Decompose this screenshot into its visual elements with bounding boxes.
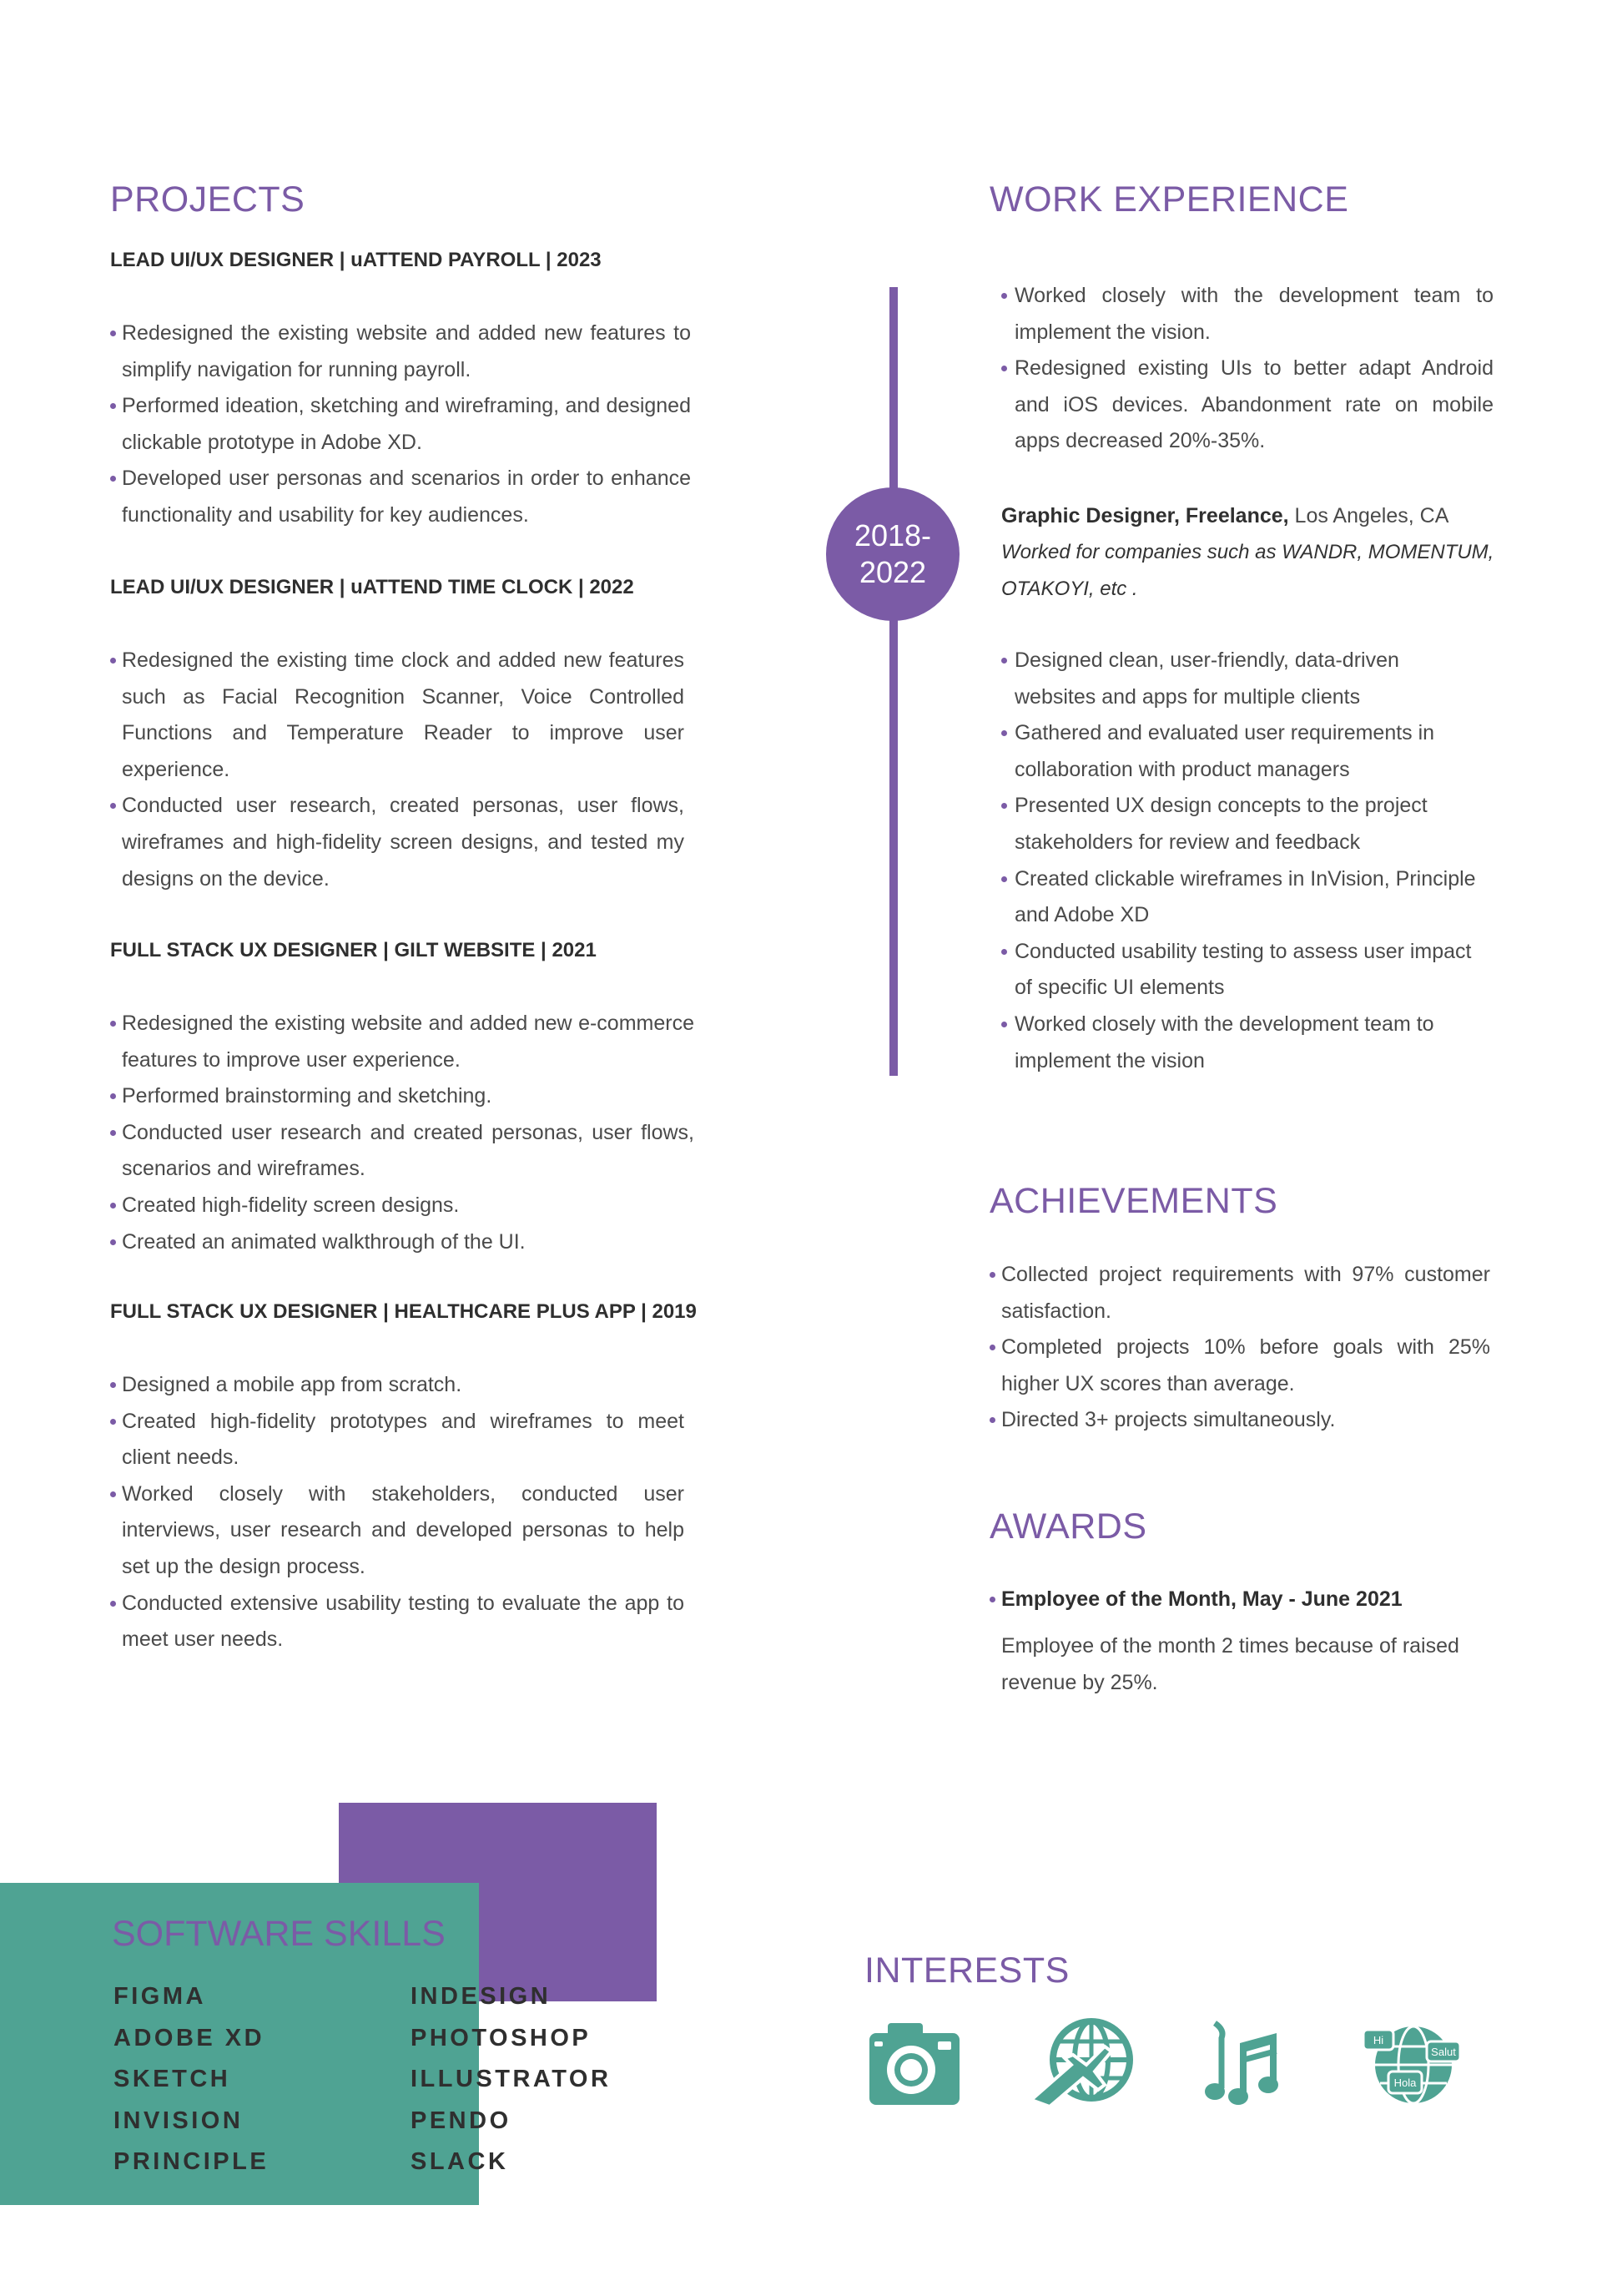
freelance-bullets — [1001, 643, 1485, 1079]
freelance-entry — [1001, 497, 1502, 608]
languages-globe-icon — [1362, 2018, 1462, 2110]
skills-column-right — [411, 1976, 611, 2183]
list-item: Redesigned the existing time clock and added new features such as Facial Recognition Scanner, Voice Controlled Functions and Temperature Reader to improve user experience. — [110, 643, 684, 788]
list-item: Conducted user research and created personas, user flows, scenarios and wireframes. — [110, 1115, 694, 1188]
project-bullets — [110, 643, 684, 897]
project-bullets — [110, 1006, 694, 1260]
skill-item: PRINCIPLE — [113, 2148, 270, 2175]
project-title: LEAD UI/UX DESIGNER | uATTEND PAYROLL | 2023 — [110, 249, 602, 271]
music-note-icon — [1196, 2018, 1297, 2110]
skill-item: FIGMA — [113, 1983, 206, 2010]
skill-item: ILLUSTRATOR — [411, 2066, 612, 2092]
award-description: Employee of the month 2 times because of raised revenue by 25%. — [1001, 1634, 1459, 1694]
projects-heading: PROJECTS — [110, 179, 305, 220]
list-item: Worked closely with stakeholders, conducted user interviews, user research and developed personas to help set up the design process. — [110, 1476, 684, 1586]
project-bullets — [110, 315, 691, 534]
list-item: Directed 3+ projects simultaneously. — [990, 1402, 1490, 1439]
project-title: LEAD UI/UX DESIGNER | uATTEND TIME CLOCK | 2022 — [110, 576, 634, 598]
freelance-location: Los Angeles, CA — [1294, 504, 1449, 527]
language-word: Hola — [1393, 2076, 1417, 2089]
work-bullets — [1001, 278, 1494, 460]
language-word: Salut — [1431, 2046, 1456, 2058]
achievements-heading: ACHIEVEMENTS — [990, 1181, 1278, 1221]
skill-item: SLACK — [411, 2148, 509, 2175]
list-item: Presented UX design concepts to the project stakeholders for review and feedback — [1001, 788, 1485, 860]
list-item: Collected project requirements with 97% customer satisfaction. — [990, 1257, 1490, 1330]
timeline-years-badge — [826, 487, 960, 621]
language-word: Hi — [1373, 2034, 1384, 2046]
skill-item: INDESIGN — [411, 1983, 552, 2010]
list-item: Performed brainstorming and sketching. — [110, 1078, 694, 1115]
list-item: Gathered and evaluated user requirements in collaboration with product managers — [1001, 715, 1485, 788]
list-item: Created high-fidelity prototypes and wireframes to meet client needs. — [110, 1404, 684, 1476]
skills-column-left — [113, 1976, 269, 2183]
skill-item: PENDO — [411, 2107, 511, 2134]
interests-heading: INTERESTS — [864, 1950, 1070, 1991]
list-item: Completed projects 10% before goals with 25% higher UX scores than average. — [990, 1330, 1490, 1402]
travel-globe-icon — [1028, 2018, 1136, 2110]
achievements-bullets — [990, 1257, 1490, 1439]
list-item: Created high-fidelity screen designs. — [110, 1188, 694, 1224]
list-item: Created an animated walkthrough of the UI. — [110, 1224, 694, 1261]
timeline-line — [889, 287, 898, 1076]
years-end: 2022 — [859, 555, 927, 589]
list-item: Conducted user research, created personas, user flows, wireframes and high-fidelity screen designs, and tested my designs on the device. — [110, 788, 684, 897]
list-item: Redesigned the existing website and added new features to simplify navigation for running payroll. — [110, 315, 691, 388]
years-start: 2018- — [854, 518, 932, 553]
list-item: Conducted usability testing to assess user impact of specific UI elements — [1001, 934, 1485, 1007]
list-item: Designed a mobile app from scratch. — [110, 1367, 684, 1404]
list-item: Worked closely with the development team to implement the vision. — [1001, 278, 1494, 351]
freelance-note: Worked for companies such as WANDR, MOMENTUM, OTAKOYI, etc . — [1001, 541, 1494, 600]
list-item: Performed ideation, sketching and wireframing, and designed clickable prototype in Adobe XD. — [110, 388, 691, 461]
list-item: Created clickable wireframes in InVision, Principle and Adobe XD — [1001, 861, 1485, 934]
project-bullets — [110, 1367, 684, 1658]
skill-item: INVISION — [113, 2107, 244, 2134]
awards-heading: AWARDS — [990, 1506, 1147, 1547]
project-title: FULL STACK UX DESIGNER | HEALTHCARE PLUS APP | 2019 — [110, 1300, 697, 1323]
software-skills-heading: SOFTWARE SKILLS — [112, 1914, 446, 1954]
work-experience-heading: WORK EXPERIENCE — [990, 179, 1349, 220]
list-item: Conducted extensive usability testing to evaluate the app to meet user needs. — [110, 1586, 684, 1658]
list-item: Developed user personas and scenarios in order to enhance functionality and usability for key audiences. — [110, 461, 691, 533]
camera-icon — [866, 2018, 966, 2110]
list-item: Designed clean, user-friendly, data-driven websites and apps for multiple clients — [1001, 643, 1485, 715]
list-item: Worked closely with the development team to implement the vision — [1001, 1007, 1485, 1079]
freelance-role: Graphic Designer, Freelance, — [1001, 504, 1289, 527]
skill-item: ADOBE XD — [113, 2024, 265, 2051]
list-item: Redesigned existing UIs to better adapt Android and iOS devices. Abandonment rate on mobile apps decreased 20%-35%. — [1001, 351, 1494, 460]
skill-item: SKETCH — [113, 2066, 231, 2092]
project-title: FULL STACK UX DESIGNER | GILT WEBSITE | 2021 — [110, 939, 597, 961]
skill-item: PHOTOSHOP — [411, 2024, 592, 2051]
award-title: Employee of the Month, May - June 2021 — [990, 1587, 1403, 1612]
list-item: Redesigned the existing website and added new e-commerce features to improve user experience. — [110, 1006, 694, 1078]
